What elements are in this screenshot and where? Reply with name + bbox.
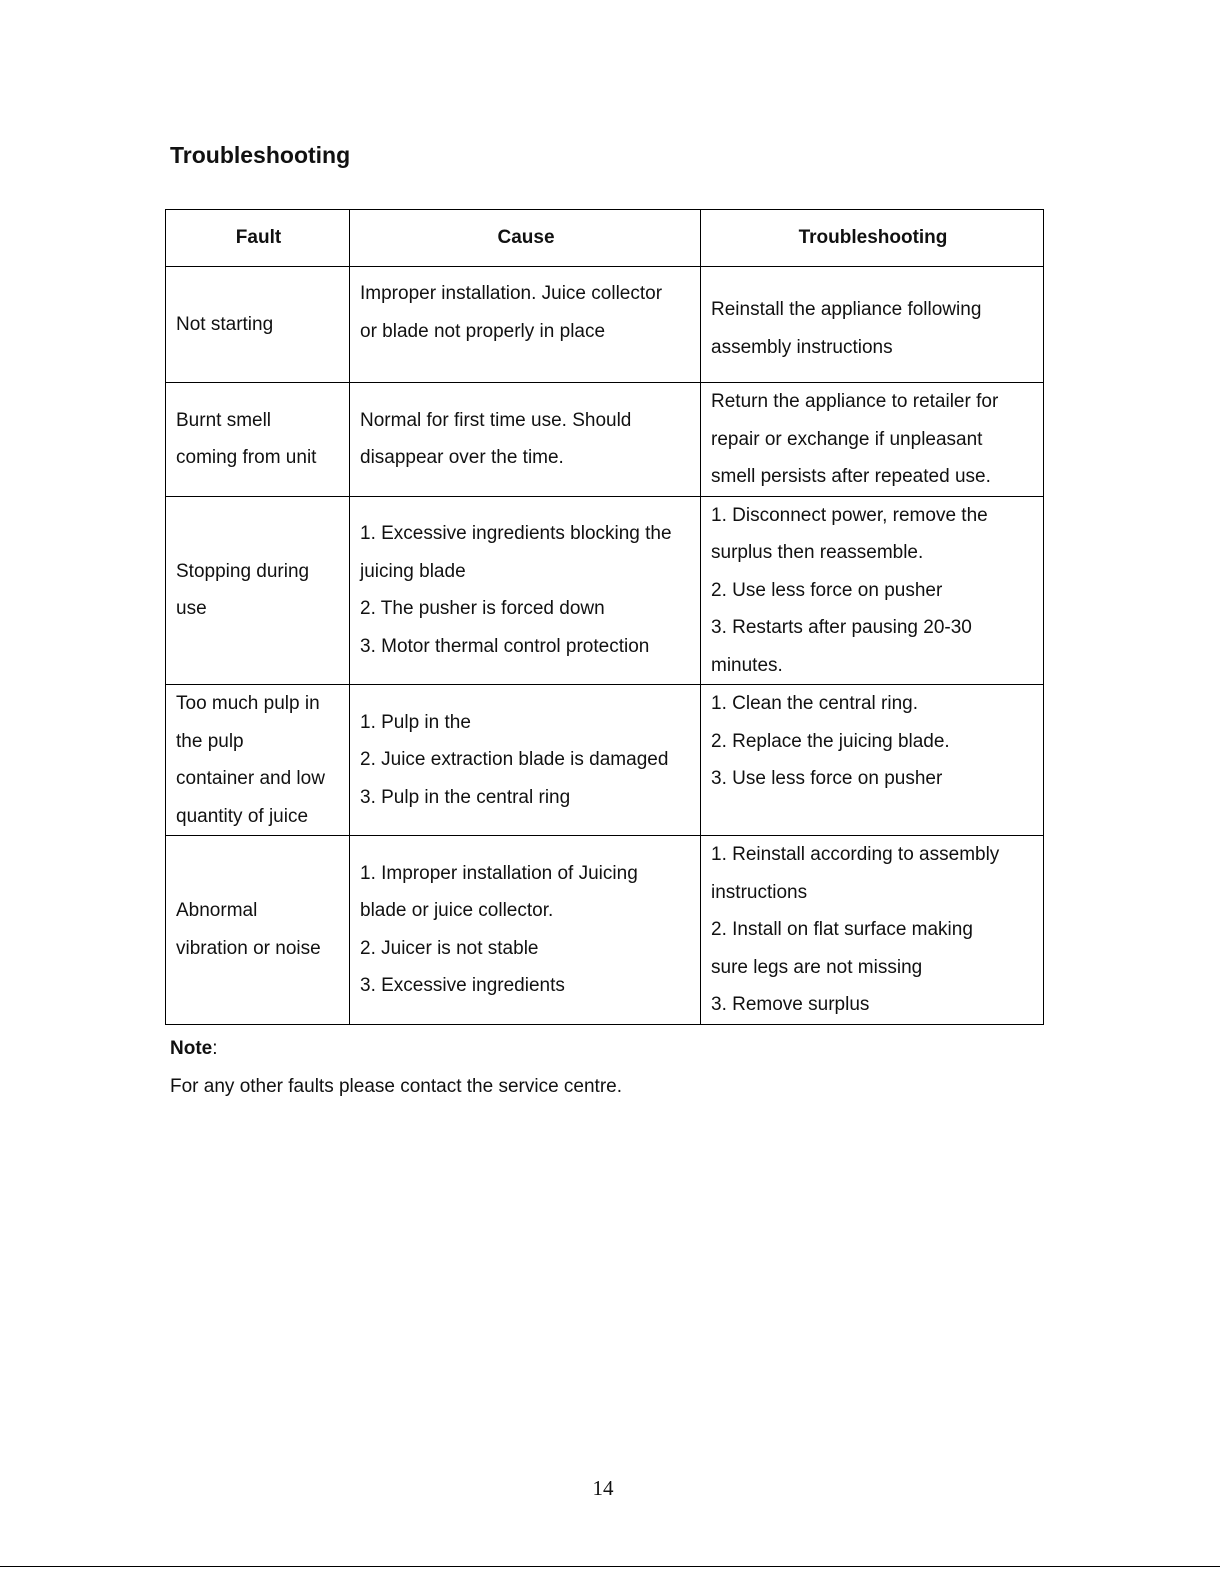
table-row [166,267,1044,383]
page-title: Troubleshooting [170,142,351,168]
cause-cell [350,836,701,1025]
header-cause: Cause [350,210,701,267]
fix-cell [701,496,1044,685]
fix-line: assembly instructions [711,336,893,358]
cause-cell [350,383,701,497]
cause-line: 3. Excessive ingredients [360,975,565,997]
header-troubleshooting: Troubleshooting [701,210,1044,267]
fault-line: vibration or noise [176,937,321,959]
fault-line: Not starting [176,313,274,335]
fix-line: smell persists after repeated use. [711,466,991,487]
fix-line: 3. Use less force on pusher [711,768,943,789]
fix-line: instructions [711,881,808,903]
fault-line: Too much pulp in [176,693,320,714]
cause-line: Normal for first time use. Should [360,409,632,431]
fix-line: 2. Install on flat surface making [711,919,973,940]
cause-line: 1. Improper installation of Juicing [360,862,638,884]
cause-line: 1. Excessive ingredients blocking the [360,523,672,545]
fault-line: container and low [176,768,325,789]
fault-cell [166,685,350,836]
note-label: Note [170,1038,213,1059]
cause-line: 3. Motor thermal control protection [360,635,650,657]
cause-line: 3. Pulp in the central ring [360,786,571,808]
fix-cell [701,685,1044,836]
note-section [170,1030,622,1105]
cause-line: or blade not properly in place [360,320,606,342]
fix-cell [701,383,1044,497]
cause-line: Improper installation. Juice collector [360,283,663,304]
fix-cell [701,267,1044,383]
fix-line: surplus then reassemble. [711,542,924,563]
cause-cell [350,267,701,383]
table-row [166,496,1044,685]
fix-line: Reinstall the appliance following [711,299,982,320]
fault-line: Burnt smell [176,409,272,431]
fix-line: 3. Restarts after pausing 20-30 [711,617,972,638]
fault-line: Abnormal [176,900,258,922]
header-fault: Fault [166,210,350,267]
fix-line: minutes. [711,654,783,676]
fix-line: sure legs are not missing [711,956,923,978]
table-header-row [166,210,1044,267]
fault-line: Stopping during [176,560,310,582]
cause-line: 2. Juice extraction blade is damaged [360,749,669,771]
fix-line: 1. Clean the central ring. [711,693,919,714]
cause-cell [350,685,701,836]
note-text: For any other faults please contact the service centre. [170,1075,623,1097]
fault-line: quantity of juice [176,805,309,827]
fault-line: the pulp [176,730,244,752]
fix-line: 1. Disconnect power, remove the [711,504,988,526]
fault-cell [166,267,350,383]
cause-line: juicing blade [360,560,466,582]
troubleshooting-table [165,209,1044,1025]
cause-line: disappear over the time. [360,447,564,469]
fix-line: repair or exchange if unpleasant [711,428,983,450]
fix-line: 1. Reinstall according to assembly [711,844,1000,865]
page-number: 14 [592,1476,614,1500]
cause-line: 2. The pusher is forced down [360,598,605,620]
fault-line: coming from unit [176,447,317,469]
bottom-divider [0,1566,1220,1567]
note-colon: : [212,1038,218,1059]
fault-cell [166,836,350,1025]
fault-cell [166,383,350,497]
note-heading [170,1030,622,1068]
cause-cell [350,496,701,685]
fix-cell [701,836,1044,1025]
cause-line: blade or juice collector. [360,900,554,922]
fix-line: 2. Use less force on pusher [711,579,943,601]
table-row [166,836,1044,1025]
cause-line: 1. Pulp in the [360,711,471,733]
fault-line: use [176,598,207,620]
table-row [166,685,1044,836]
table-row [166,383,1044,497]
fix-line: 3. Remove surplus [711,994,870,1015]
cause-line: 2. Juicer is not stable [360,937,539,959]
fault-cell [166,496,350,685]
fix-line: Return the appliance to retailer for [711,391,999,412]
fix-line: 2. Replace the juicing blade. [711,730,950,752]
